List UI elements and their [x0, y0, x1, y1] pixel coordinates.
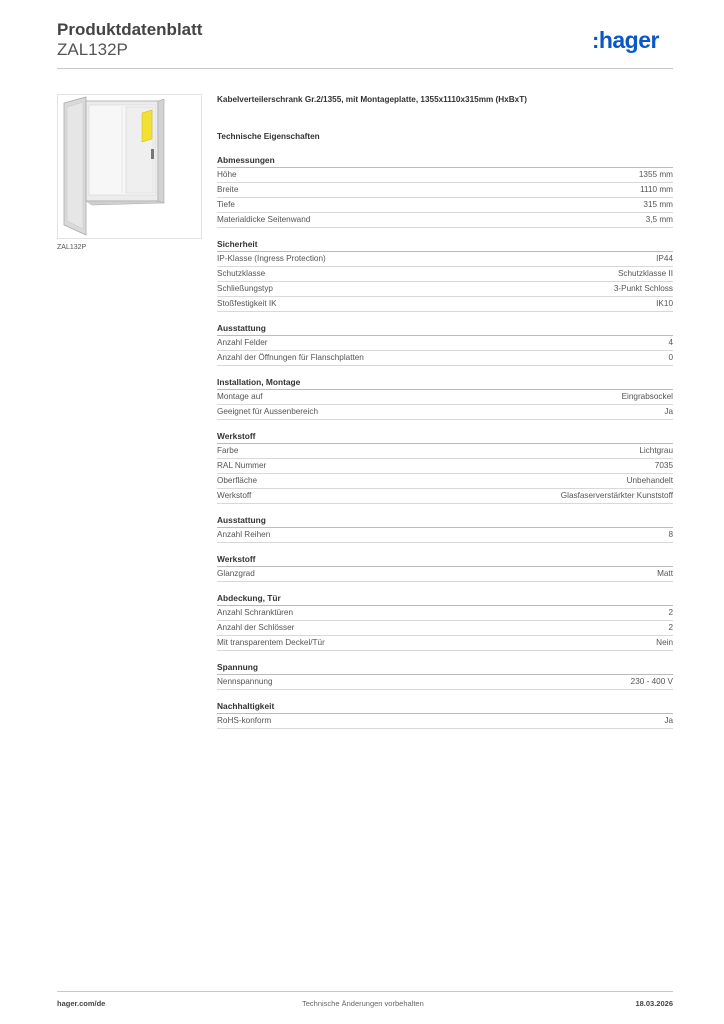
spec-value: IK10 [656, 299, 673, 308]
spec-section [217, 430, 673, 504]
spec-row [217, 252, 673, 267]
spec-value: Lichtgrau [639, 446, 673, 455]
cabinet-illustration-icon [58, 95, 201, 238]
spec-row [217, 636, 673, 651]
section-title: Ausstattung [217, 322, 673, 336]
spec-label: Geeignet für Aussenbereich [217, 407, 319, 416]
spec-label: Glanzgrad [217, 569, 255, 578]
spec-row [217, 474, 673, 489]
spec-value: 230 - 400 V [630, 677, 673, 686]
spec-label: Farbe [217, 446, 239, 455]
spec-value: 4 [668, 338, 673, 347]
spec-value: 2 [668, 623, 673, 632]
spec-value: Glasfaserverstärkter Kunststoff [560, 491, 673, 500]
footer-disclaimer: Technische Änderungen vorbehalten [302, 999, 424, 1008]
spec-row [217, 390, 673, 405]
product-code: ZAL132P [57, 40, 128, 59]
spec-value: Matt [657, 569, 673, 578]
spec-row [217, 567, 673, 582]
spec-column [217, 93, 673, 729]
section-title: Werkstoff [217, 553, 673, 567]
spec-section [217, 376, 673, 420]
spec-row [217, 621, 673, 636]
image-caption: ZAL132P [57, 244, 87, 251]
spec-label: Anzahl der Schlösser [217, 623, 295, 632]
spec-label: Anzahl Felder [217, 338, 268, 347]
spec-label: Materialdicke Seitenwand [217, 215, 311, 224]
spec-section [217, 238, 673, 312]
spec-label: Montage auf [217, 392, 263, 401]
spec-sections [217, 154, 673, 729]
spec-row [217, 459, 673, 474]
spec-label: Schutzklasse [217, 269, 266, 278]
spec-section [217, 322, 673, 366]
spec-row [217, 183, 673, 198]
spec-value: 3,5 mm [645, 215, 673, 224]
section-title: Sicherheit [217, 238, 673, 252]
spec-label: Tiefe [217, 200, 235, 209]
spec-section [217, 154, 673, 228]
spec-value: Ja [664, 407, 673, 416]
spec-value: 315 mm [643, 200, 673, 209]
section-title: Werkstoff [217, 430, 673, 444]
spec-row [217, 213, 673, 228]
spec-label: Anzahl Schranktüren [217, 608, 294, 617]
spec-section [217, 514, 673, 543]
spec-value: 2 [668, 608, 673, 617]
spec-section [217, 661, 673, 690]
spec-value: 3-Punkt Schloss [613, 284, 673, 293]
spec-label: Höhe [217, 170, 237, 179]
spec-label: Nennspannung [217, 677, 273, 686]
spec-label: Schließungstyp [217, 284, 273, 293]
spec-row [217, 168, 673, 183]
spec-value: 1110 mm [640, 185, 673, 194]
spec-value: Ja [664, 716, 673, 725]
section-title: Ausstattung [217, 514, 673, 528]
product-image [57, 94, 202, 239]
spec-row [217, 198, 673, 213]
spec-section [217, 553, 673, 582]
section-title: Abmessungen [217, 154, 673, 168]
footer-date: 18.03.2026 [635, 999, 673, 1008]
spec-value: 7035 [654, 461, 673, 470]
spec-row [217, 444, 673, 459]
spec-label: Breite [217, 185, 239, 194]
spec-section [217, 592, 673, 651]
spec-value: Eingrabsockel [621, 392, 673, 401]
spec-value: Nein [656, 638, 673, 647]
section-title: Abdeckung, Tür [217, 592, 673, 606]
section-title: Spannung [217, 661, 673, 675]
logo-text: hager [598, 27, 659, 53]
product-description: Kabelverteilerschrank Gr.2/1355, mit Montageplatte, 1355x1110x315mm (HxBxT) [217, 95, 527, 104]
spec-value: Schutzklasse II [617, 269, 673, 278]
spec-value: 0 [668, 353, 673, 362]
spec-label: IP-Klasse (Ingress Protection) [217, 254, 326, 263]
spec-row [217, 351, 673, 366]
spec-row [217, 297, 673, 312]
spec-section [217, 700, 673, 729]
header-divider [57, 68, 673, 69]
spec-row [217, 489, 673, 504]
spec-label: Oberfläche [217, 476, 258, 485]
hager-logo: :hager [592, 27, 659, 53]
spec-value: Unbehandelt [626, 476, 673, 485]
spec-label: RoHS-konform [217, 716, 272, 725]
section-title: Nachhaltigkeit [217, 700, 673, 714]
footer-divider [57, 991, 673, 992]
spec-value: 1355 mm [638, 170, 673, 179]
spec-label: Anzahl Reihen [217, 530, 271, 539]
spec-row [217, 528, 673, 543]
spec-row [217, 282, 673, 297]
spec-row [217, 267, 673, 282]
spec-label: Werkstoff [217, 491, 252, 500]
spec-row [217, 714, 673, 729]
spec-row [217, 336, 673, 351]
spec-label: Mit transparentem Deckel/Tür [217, 638, 325, 647]
spec-row [217, 675, 673, 690]
spec-row [217, 405, 673, 420]
spec-value: 8 [668, 530, 673, 539]
spec-row [217, 606, 673, 621]
section-title: Installation, Montage [217, 376, 673, 390]
footer-website: hager.com/de [57, 999, 106, 1008]
spec-label: RAL Nummer [217, 461, 267, 470]
page-title: Produktdatenblatt [57, 20, 203, 39]
spec-label: Anzahl der Öffnungen für Flanschplatten [217, 353, 364, 362]
tech-heading: Technische Eigenschaften [217, 132, 320, 141]
spec-label: Stoßfestigkeit IK [217, 299, 277, 308]
spec-value: IP44 [656, 254, 673, 263]
